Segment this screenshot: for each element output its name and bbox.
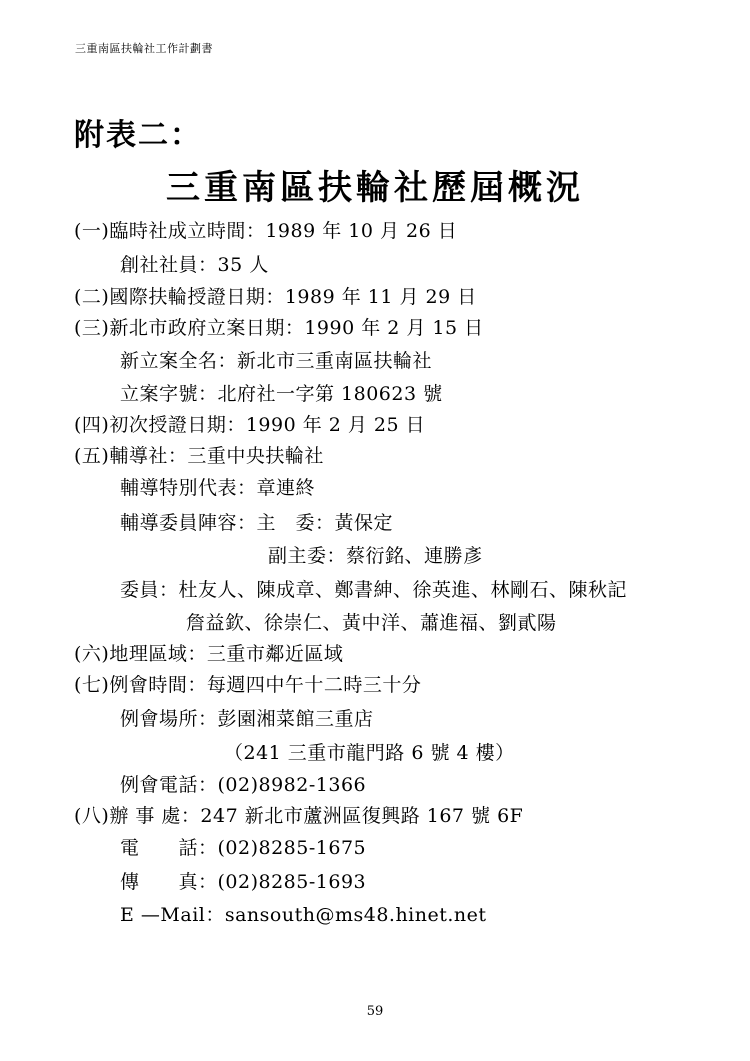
geographic-area-line: (六)地理區域：三重市鄰近區域	[74, 643, 344, 665]
special-representative-line: 輔導特別代表：章連終	[120, 477, 316, 499]
founding-date-line: (一)臨時社成立時間：1989 年 10 月 26 日	[74, 220, 458, 242]
registration-date-line: (三)新北市政府立案日期：1990 年 2 月 15 日	[74, 317, 484, 339]
email-line: E —Mail：sansouth@ms48.hinet.net	[120, 904, 487, 926]
page-title: 三重南區扶輪社歷屆概況	[166, 168, 584, 208]
meeting-venue-address-line: （241 三重市龍門路 6 號 4 樓）	[224, 742, 515, 764]
meeting-time-line: (七)例會時間：每週四中午十二時三十分	[74, 674, 422, 696]
sponsor-club-line: (五)輔導社：三重中央扶輪社	[74, 445, 324, 467]
registered-name-line: 新立案全名：新北市三重南區扶輪社	[120, 350, 433, 372]
meeting-phone-line: 例會電話：(02)8982-1366	[120, 774, 367, 796]
document-header: 三重南區扶輪社工作計劃書	[75, 42, 213, 55]
committee-vice-chair-line: 副主委：蔡衍銘、連勝彥	[268, 545, 483, 567]
first-certification-line: (四)初次授證日期：1990 年 2 月 25 日	[74, 414, 426, 436]
registration-number-line: 立案字號：北府社一字第 180623 號	[120, 383, 443, 405]
page-number: 59	[366, 1004, 384, 1019]
office-address-line: (八)辦 事 處：247 新北市蘆洲區復興路 167 號 6F	[74, 805, 524, 827]
office-phone-line: 電 話：(02)8285-1675	[120, 837, 367, 859]
annex-label: 附表二：	[74, 118, 202, 153]
committee-members-line: 委員：杜友人、陳成章、鄭書紳、徐英進、林剛石、陳秋記	[120, 579, 628, 601]
committee-members-continued-line: 詹益欽、徐崇仁、黃中洋、蕭進福、劉貳陽	[186, 612, 557, 634]
charter-date-line: (二)國際扶輪授證日期：1989 年 11 月 29 日	[74, 286, 477, 308]
charter-members-line: 創社社員：35 人	[120, 254, 269, 276]
committee-chair-line: 輔導委員陣容：主 委：黃保定	[120, 512, 394, 534]
office-fax-line: 傳 真：(02)8285-1693	[120, 871, 367, 893]
meeting-venue-line: 例會場所：彭園湘菜館三重店	[120, 708, 374, 730]
